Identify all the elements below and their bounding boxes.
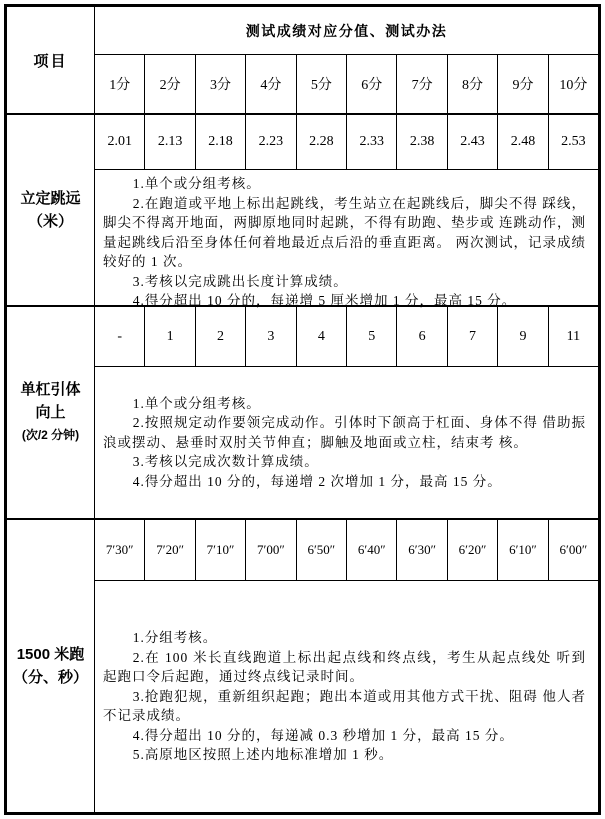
value-cell: 3 — [246, 307, 296, 366]
value-cell: 2.38 — [397, 115, 447, 169]
table-header — [7, 7, 598, 113]
score-header-cell: 3分 — [196, 55, 246, 113]
section-1500m-run — [7, 518, 598, 812]
note-line: 3.考核以完成跳出长度计算成绩。 — [132, 273, 348, 289]
note-line: 4.得分超出 10 分的，每递增 5 厘米增加 1 分，最高 15 分。 — [132, 293, 517, 308]
value-cell: 7′30″ — [95, 520, 145, 580]
score-header-cell: 2分 — [145, 55, 195, 113]
section-label-line: （米） — [27, 213, 73, 230]
score-header-cell: 4分 — [246, 55, 296, 113]
section-label-line: （分、秒） — [12, 669, 88, 686]
value-cell: 2.28 — [297, 115, 347, 169]
table-title: 测试成绩对应分值、测试办法 — [95, 7, 598, 55]
note-line: 4.得分超出 10 分的，每递增 2 次增加 1 分，最高 15 分。 — [132, 473, 502, 489]
value-cell: 7′20″ — [145, 520, 195, 580]
value-cell: 2.18 — [196, 115, 246, 169]
values-row — [95, 307, 598, 367]
value-cell: 2 — [196, 307, 246, 366]
score-header-row — [95, 55, 598, 113]
section-label-unit: (次/2 分钟) — [21, 428, 80, 442]
value-cell: 1 — [145, 307, 195, 366]
section-label-line: 向上 — [35, 404, 66, 421]
note-line: 2.在 100 米长直线跑道上标出起点线和终点线，考生从起点线处 听到起跑口令后起跑，通过终点线记录时间。 — [103, 649, 586, 685]
section-standing-long-jump — [7, 113, 598, 308]
note-line: 1.分组考核。 — [132, 630, 218, 646]
section-label-pull-ups — [7, 307, 95, 518]
section-pull-ups — [7, 305, 598, 518]
note-line: 2.按照规定动作要领完成动作。引体时下颌高于杠面、身体不得 借助振浪或摆动、悬垂时双肘关节伸直；脚触及地面或立柱，结束考 核。 — [103, 415, 586, 450]
value-cell: 6 — [397, 307, 447, 366]
value-cell: 2.43 — [448, 115, 498, 169]
value-cell: 2.53 — [561, 134, 586, 149]
item-column-header: 项目 — [7, 7, 95, 113]
value-cell: 6′50″ — [297, 520, 347, 580]
test-method-notes — [95, 367, 598, 518]
score-standards-table — [4, 4, 601, 815]
value-cell: 2.01 — [95, 115, 145, 169]
score-header-cell: 10分 — [559, 78, 588, 93]
section-label-line: 1500 米跑 — [16, 646, 85, 663]
note-line: 1.单个或分组考核。 — [132, 395, 261, 411]
note-line: 2.在跑道或平地上标出起跳线，考生站立在起跳线后，脚尖不得 踩线，脚尖不得离开地面，两脚原地同时起跳，不得有助跑、垫步或 连跳动作，测量起跳线后沿至身体任何着地最近点后沿的垂直距离。 两次测试，记录成绩较好的 1 次。 — [103, 195, 586, 269]
score-header-cell: 9分 — [498, 55, 548, 113]
value-cell: 6′00″ — [559, 542, 588, 557]
value-cell: 9 — [498, 307, 548, 366]
section-label-line: 立定跳远 — [20, 190, 81, 207]
value-cell: 6′30″ — [397, 520, 447, 580]
score-header-cell: 1分 — [95, 55, 145, 113]
test-method-notes — [95, 581, 598, 812]
value-cell: 2.48 — [498, 115, 548, 169]
value-cell: 6′40″ — [347, 520, 397, 580]
value-cell: 11 — [566, 328, 581, 344]
section-content — [95, 520, 598, 812]
section-content — [95, 307, 598, 518]
value-cell: 6′10″ — [498, 520, 548, 580]
score-header-cell: 8分 — [448, 55, 498, 113]
note-line: 5.高原地区按照上述内地标准增加 1 秒。 — [132, 747, 394, 763]
note-line: 3.考核以完成次数计算成绩。 — [132, 454, 319, 470]
header-right — [95, 7, 598, 113]
section-label-line: 单杠引体 — [20, 381, 81, 398]
test-method-notes — [95, 170, 598, 315]
value-cell: - — [95, 307, 145, 366]
value-cell: 2.33 — [347, 115, 397, 169]
value-cell: 6′20″ — [448, 520, 498, 580]
score-header-cell: 6分 — [347, 55, 397, 113]
value-cell: 5 — [347, 307, 397, 366]
value-cell: 7′00″ — [246, 520, 296, 580]
value-cell: 7 — [448, 307, 498, 366]
section-label-standing-long-jump — [7, 115, 95, 305]
value-cell: 2.13 — [145, 115, 195, 169]
note-line: 1.单个或分组考核。 — [132, 176, 261, 191]
value-cell: 7′10″ — [196, 520, 246, 580]
values-row — [95, 115, 598, 170]
note-line: 3.抢跑犯规，重新组织起跑；跑出本道或用其他方式干扰、阻碍 他人者不记录成绩。 — [103, 688, 586, 724]
values-row — [95, 520, 598, 581]
value-cell: 4 — [297, 307, 347, 366]
section-content — [95, 115, 598, 308]
section-label-1500m-run — [7, 520, 95, 812]
score-header-cell: 7分 — [397, 55, 447, 113]
score-header-cell: 5分 — [297, 55, 347, 113]
note-line: 4.得分超出 10 分的，每递减 0.3 秒增加 1 分，最高 15 分。 — [132, 727, 514, 743]
value-cell: 2.23 — [246, 115, 296, 169]
